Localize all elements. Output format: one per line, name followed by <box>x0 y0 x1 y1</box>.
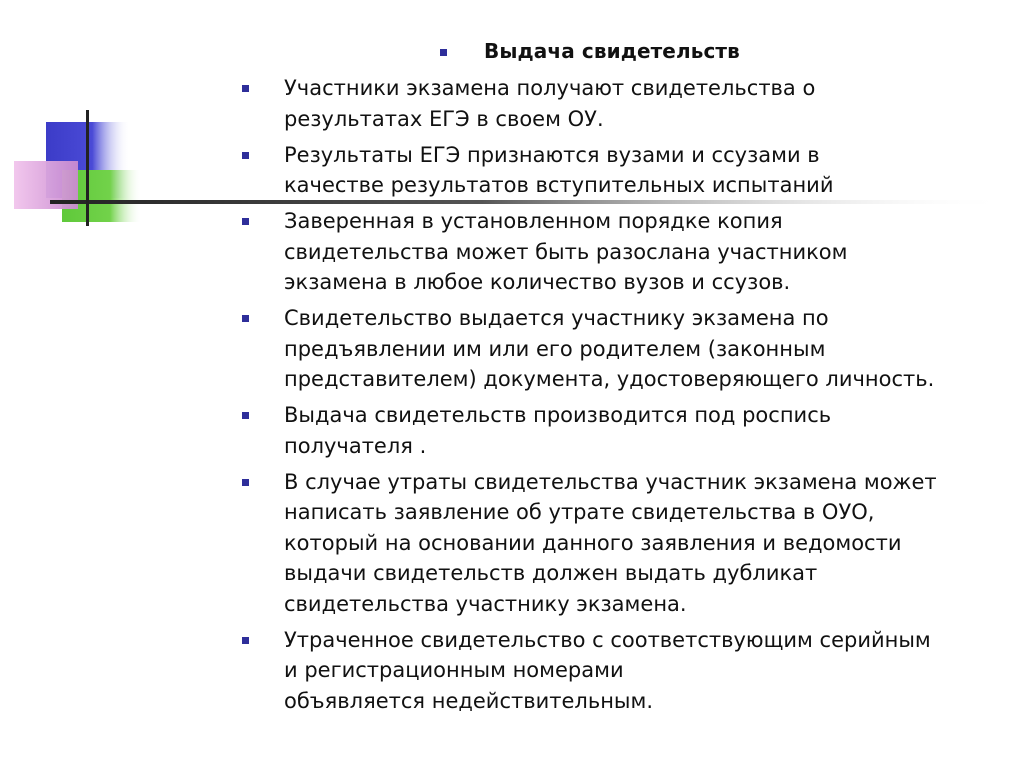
bullet-text-line: свидетельства участнику экзамена. <box>284 591 687 616</box>
bullet-text-line: предъявлении им или его родителем (законным <box>284 336 826 361</box>
title-bullet-icon <box>440 49 447 56</box>
bullet-item <box>240 625 1000 717</box>
bullet-icon <box>242 218 249 225</box>
bullet-item <box>240 140 1000 201</box>
bullet-text-line: получателя . <box>284 433 427 458</box>
bullet-text-line: свидетельства может быть разослана участником <box>284 239 848 264</box>
slide-title: Выдача свидетельств <box>484 39 740 63</box>
bullet-text-line: объявляется недействительным. <box>284 688 654 713</box>
bullet-text-line: Свидетельство выдается участнику экзамена по <box>284 306 829 330</box>
bullet-icon <box>242 637 249 644</box>
bullet-item <box>240 206 1000 298</box>
bullet-item <box>240 73 1000 134</box>
bullet-text-line: написать заявление об утрате свидетельства в ОУО, <box>284 500 875 524</box>
bullet-text-line: Участники экзамена получают свидетельства о <box>284 76 816 100</box>
green-square <box>62 170 142 222</box>
bullet-text-line: и регистрационным номерами <box>284 658 624 682</box>
bullet-text-line: экзамена в любое количество вузов и ссузов. <box>284 270 791 294</box>
bullet-item <box>240 303 1000 395</box>
slide-title-row <box>440 36 740 66</box>
bullet-icon <box>242 479 249 486</box>
bullet-list <box>240 73 1000 722</box>
bullet-text-line: В случае утраты свидетельства участник экзамена может <box>284 469 937 494</box>
bullet-text-line: Утраченное свидетельство с соответствующим серийным <box>284 627 931 652</box>
bullet-icon <box>242 152 249 159</box>
bullet-text-line: представителем) документа, удостоверяющего личность. <box>284 367 935 391</box>
bullet-icon <box>242 315 249 322</box>
bullet-item <box>240 467 1000 620</box>
bullet-text-line: Результаты ЕГЭ признаются вузами и ссузами в <box>284 142 820 167</box>
bullet-text-line: Выдача свидетельств производится под роспись <box>284 403 832 427</box>
bullet-text-line: качестве результатов вступительных испытаний <box>284 173 834 197</box>
blue-square <box>46 122 130 198</box>
bullet-text-line: выдачи свидетельств должен выдать дубликат <box>284 561 818 585</box>
bullet-icon <box>242 85 249 92</box>
vertical-rule <box>86 110 89 226</box>
bullet-text-line: результатах ЕГЭ в своем ОУ. <box>284 106 604 131</box>
bullet-text-line: который на основании данного заявления и ведомости <box>284 530 902 555</box>
bullet-text-line: Заверенная в установленном порядке копия <box>284 209 783 233</box>
pink-square <box>14 161 78 209</box>
bullet-icon <box>242 412 249 419</box>
bullet-item <box>240 400 1000 461</box>
